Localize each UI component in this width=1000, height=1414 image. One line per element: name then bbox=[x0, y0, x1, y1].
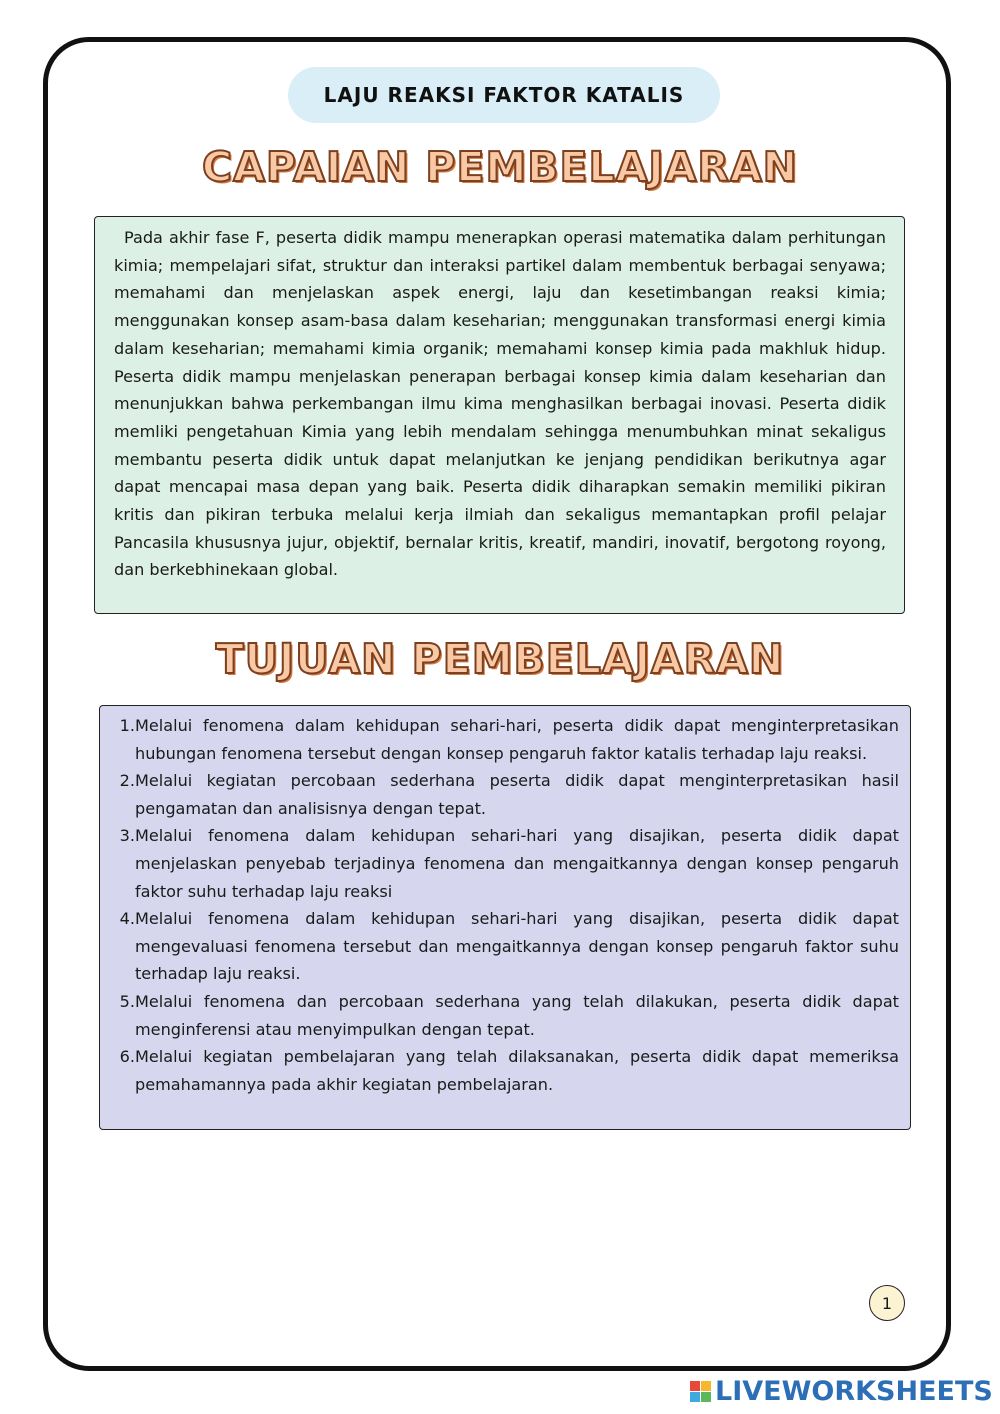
list-item bbox=[100, 905, 899, 988]
list-item-text: Melalui fenomena dalam kehidupan sehari-hari yang disajikan, peserta didik dapat mengevaluasi fenomena tersebut dan mengaitkannya dengan konsep pengaruh faktor suhu terhadap laju reaksi. bbox=[135, 909, 899, 984]
list-item-number: 5. bbox=[119, 991, 135, 1011]
section-heading-capaian: CAPAIAN PEMBELAJARAN bbox=[202, 143, 798, 191]
list-item-number: 2. bbox=[119, 771, 135, 791]
list-item-text: Melalui fenomena dan percobaan sederhana yang telah dilakukan, peserta didik dapat menginferensi atau menyimpulkan dengan tepat. bbox=[135, 991, 899, 1039]
page-number-badge bbox=[869, 1285, 905, 1321]
tujuan-box bbox=[99, 705, 911, 1130]
list-item-text: Melalui kegiatan percobaan sederhana peserta didik dapat menginterpretasikan hasil pengamatan dan analisisnya dengan tepat. bbox=[135, 771, 899, 818]
capaian-paragraph: Pada akhir fase F, peserta didik mampu menerapkan operasi matematika dalam perhitungan kimia; mempelajari sifat, struktur dan interaksi partikel dalam membentuk berbagai senyawa; memahami dan menjelaskan aspek energi, laju dan kesetimbangan reaksi kimia; menggunakan konsep asam-basa dalam keseharian; menggunakan transformasi energi kimia dalam keseharian; memahami kimia organik; memahami konsep kimia pada makhluk hidup. Peserta didik mampu menjelaskan penerapan berbagai konsep kimia dalam keseharian dan menunjukkan bahwa perkembangan ilmu kima menghasilkan berbagai inovasi. Peserta didik memliki pengetahuan Kimia yang lebih mendalam sehingga menumbuhkan minat sekaligus membantu peserta didik untuk dapat melanjutkan ke jenjang pendidikan berikutnya agar dapat mencapai masa depan yang baik. Peserta didik diharapkan semakin memiliki pikiran kritis dan pikiran terbuka melalui kerja ilmiah dan sekaligus memantapkan profil pelajar Pancasila khususnya jujur, objektif, bernalar kritis, kreatif, mandiri, inovatif, bergotong royong, dan berkebhinekaan global. bbox=[114, 228, 886, 580]
section-heading-tujuan: TUJUAN PEMBELAJARAN bbox=[215, 635, 785, 683]
liveworksheets-logo-icon bbox=[690, 1381, 711, 1402]
list-item-text: Melalui fenomena dalam kehidupan sehari-hari yang disajikan, peserta didik dapat menjelaskan penyebab terjadinya fenomena dan mengaitkannya dengan konsep pengaruh faktor suhu terhadap laju reaksi bbox=[135, 826, 899, 901]
list-item bbox=[100, 767, 899, 822]
liveworksheets-wordmark: LIVEWORKSHEETS bbox=[715, 1375, 993, 1407]
list-item-number: 4. bbox=[119, 909, 135, 929]
list-item-number: 1. bbox=[119, 716, 135, 735]
page-title-pill bbox=[288, 67, 720, 123]
page-number: 1 bbox=[881, 1293, 893, 1313]
capaian-box bbox=[94, 216, 905, 614]
list-item-number: 6. bbox=[119, 1047, 135, 1067]
page-title: LAJU REAKSI FAKTOR KATALIS bbox=[323, 83, 685, 107]
list-item-text: Melalui kegiatan pembelajaran yang telah dilaksanakan, peserta didik dapat memeriksa pemahamannya pada akhir kegiatan pembelajaran. bbox=[135, 1047, 899, 1094]
objectives-list bbox=[100, 712, 899, 1098]
list-item-text: Melalui fenomena dalam kehidupan sehari-hari, peserta didik dapat menginterpretasikan hubungan fenomena tersebut dengan konsep pengaruh faktor katalis terhadap laju reaksi. bbox=[135, 716, 899, 763]
list-item-number: 3. bbox=[119, 826, 135, 846]
liveworksheets-logo[interactable] bbox=[690, 1374, 993, 1408]
list-item bbox=[100, 988, 899, 1043]
list-item bbox=[100, 822, 899, 905]
list-item bbox=[100, 712, 899, 767]
list-item bbox=[100, 1043, 899, 1098]
